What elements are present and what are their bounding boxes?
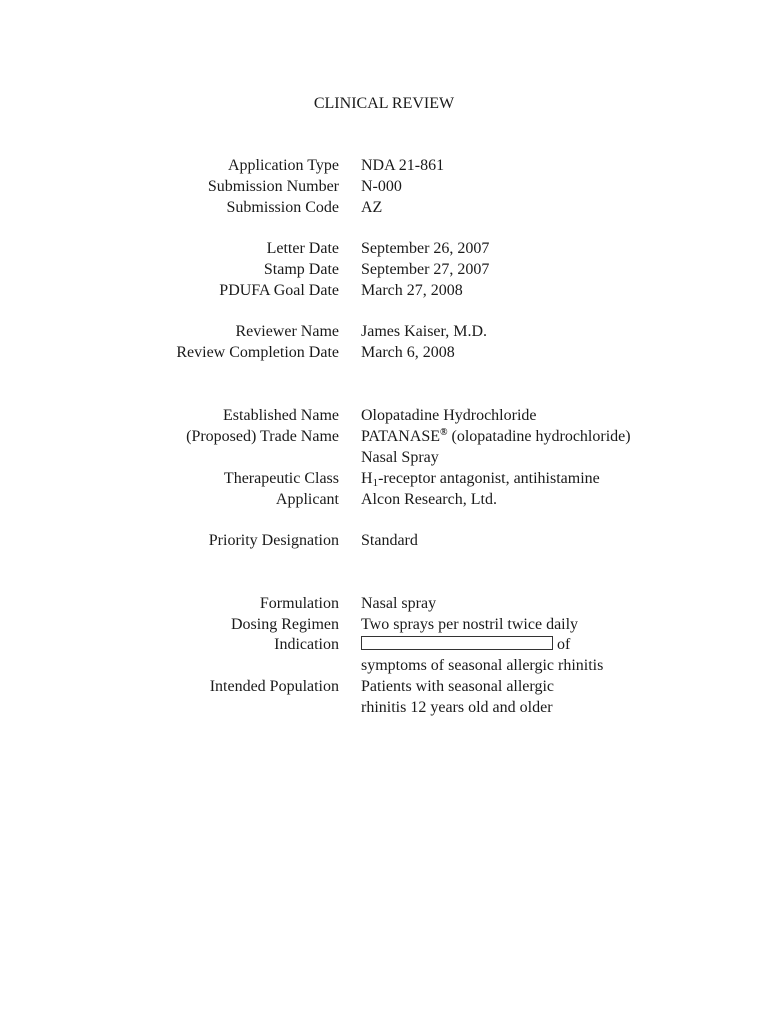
field-value	[361, 426, 631, 447]
field-value: Nasal spray	[361, 595, 437, 612]
field-label: Submission Code	[226, 199, 339, 216]
field-reviewer-name	[0, 321, 768, 342]
field-label: PDUFA Goal Date	[219, 282, 339, 299]
class-text: -receptor antagonist, antihistamine	[378, 470, 600, 487]
field-dosing-regimen	[0, 614, 768, 635]
field-label: Intended Population	[209, 678, 339, 695]
field-label: Therapeutic Class	[223, 470, 339, 487]
field-value: Olopatadine Hydrochloride	[361, 407, 537, 424]
field-intended-population	[0, 676, 768, 697]
field-priority-designation	[0, 530, 768, 551]
field-label: Indication	[274, 636, 339, 653]
field-value: NDA 21-861	[361, 157, 445, 174]
receptor-subscript: 1	[372, 477, 379, 489]
field-submission-code	[0, 197, 768, 218]
field-value	[361, 634, 570, 655]
receptor-prefix: H	[361, 470, 373, 487]
field-label: Priority Designation	[208, 532, 339, 549]
field-value: September 27, 2007	[361, 261, 490, 278]
registered-mark: ®	[440, 427, 448, 438]
field-label: Submission Number	[207, 178, 339, 195]
field-value: AZ	[361, 199, 383, 216]
field-intended-population-line2	[0, 697, 768, 718]
field-value	[361, 468, 600, 489]
field-label: Established Name	[223, 407, 339, 424]
field-applicant	[0, 489, 768, 510]
field-label: Dosing Regimen	[231, 616, 339, 633]
field-established-name	[0, 405, 768, 426]
field-value: James Kaiser, M.D.	[361, 323, 487, 340]
field-value: Nasal Spray	[361, 449, 439, 466]
field-review-completion-date	[0, 342, 768, 363]
indication-text: of	[557, 636, 571, 653]
field-label: Review Completion Date	[176, 344, 339, 361]
field-therapeutic-class	[0, 468, 768, 489]
field-indication-line2	[0, 655, 768, 676]
field-value: rhinitis 12 years old and older	[361, 699, 553, 716]
field-application-type	[0, 155, 768, 176]
brand-name: PATANASE	[361, 428, 441, 445]
field-value: March 27, 2008	[361, 282, 463, 299]
field-letter-date	[0, 238, 768, 259]
field-value: September 26, 2007	[361, 240, 490, 257]
field-label: Application Type	[227, 157, 339, 174]
field-pdufa-goal-date	[0, 280, 768, 301]
field-label: Letter Date	[266, 240, 339, 257]
field-formulation	[0, 593, 768, 614]
field-trade-name-line2	[0, 447, 768, 468]
field-value: Patients with seasonal allergic	[361, 678, 554, 695]
field-value: N-000	[361, 178, 402, 195]
field-submission-number	[0, 176, 768, 197]
document-title: CLINICAL REVIEW	[313, 95, 455, 112]
field-indication	[0, 634, 768, 655]
field-label: Applicant	[275, 491, 339, 508]
generic-name: (olopatadine hydrochloride)	[447, 428, 631, 445]
field-label: (Proposed) Trade Name	[186, 428, 339, 445]
field-stamp-date	[0, 259, 768, 280]
field-trade-name	[0, 426, 768, 447]
field-value: Two sprays per nostril twice daily	[361, 616, 579, 633]
field-value: March 6, 2008	[361, 344, 455, 361]
field-label: Reviewer Name	[235, 323, 339, 340]
field-value: Standard	[361, 532, 418, 549]
field-value: Alcon Research, Ltd.	[361, 491, 497, 508]
field-value: symptoms of seasonal allergic rhinitis	[361, 657, 604, 674]
redaction-box	[361, 636, 553, 650]
field-label: Formulation	[259, 595, 339, 612]
field-label: Stamp Date	[263, 261, 339, 278]
